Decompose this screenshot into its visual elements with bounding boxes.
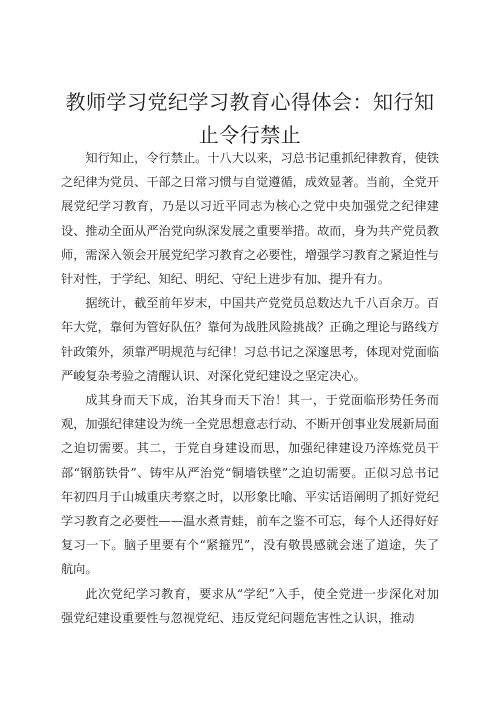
paragraph: 知行知止，令行禁止。十八大以来，习总书记重抓纪律教育，使铁之纪律为党员、干部之日常习惯与自觉遵循，成效显著。当前，全党开展党纪学习教育，乃是以习近平同志为核心之党中央加强党之纪律建设、推动全面从严治党向纵深发展之重要举措。故而，身为共产党员教师，需深入领会开展党纪学习教育之必要性，增强学习教育之紧迫性与针对性，于学纪、知纪、明纪、守纪上进步有加、提升有力。 <box>61 151 439 287</box>
paragraph: 此次党纪学习教育，要求从“学纪”入手，使全党进一步深化对加强党纪建设重要性与忽视党纪、违反党纪问题危害性之认识，推动 <box>61 586 439 625</box>
paragraph: 成其身而天下成，治其身而天下治！其一，于党面临形势任务而观，加强纪律建设为统一全党思想意志行动、不断开创事业发展新局面之迫切需要。其二，于党自身建设而思，加强纪律建设乃淬炼党员干部“钢筋铁骨”、铸牢从严治党“铜墙铁壁”之迫切需要。正似习总书记年初四月于山城重庆考察之时，以形象比喻、平实话语阐明了抓好党纪学习教育之必要性——温水煮青蛙，前车之鉴不可忘，每个人还得好好复习一下。脑子里要有个“紧箍咒”，没有敬畏感就会迷了道途，失了航向。 <box>61 393 439 577</box>
document-body <box>61 146 439 630</box>
document-title: 教师学习党纪学习教育心得体会：知行知止令行禁止 <box>65 90 435 147</box>
paragraph: 据统计，截至前年岁末，中国共产党党员总数达九千八百余万。百年大党，靠何为管好队伍？靠何为战胜风险挑战？正确之理论与路线方针政策外，须靠严明规范与纪律！习总书记之深邃思考，体现对党面临严峻复杂考验之清醒认识、对深化党纪建设之坚定决心。 <box>61 296 439 383</box>
